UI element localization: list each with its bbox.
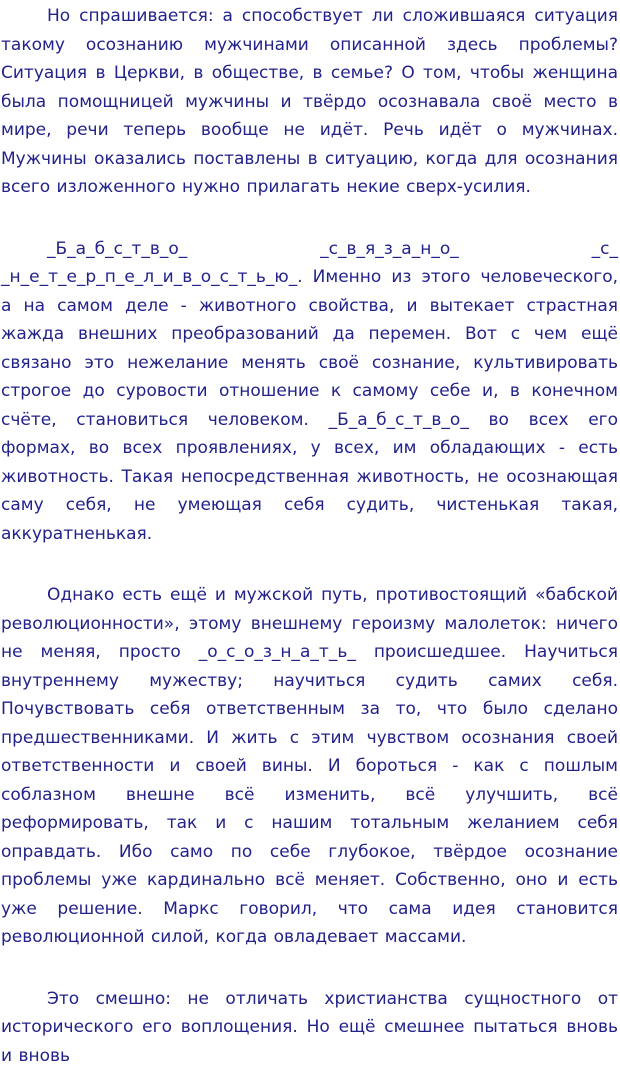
paragraph-2: _Б_а_б_с_т_в_о_ _с_в_я_з_а_н_о_ _с_ _н_е_т_е_р_п_е_л_и_в_о_с_т_ь_ю_. Именно из этого человеческого, а на самом деле - животного свойства, и вытекает страстная жажда внешних преобразований да перемен. Вот с чем ещё связано это нежелание менять своё сознание, культивировать строгое до суровости отношение к самому себе и, в конечном счёте, становиться человеком. _Б_а_б_с_т_в_о_ во всех его формах, во всех проявлениях, у всех, им обладающих - есть животность. Такая непосредственная животность, не осознающая саму себя, не умеющая себя судить, чистенькая такая, аккуратненькая. <box>1 235 618 549</box>
paragraph-4: Это смешно: не отличать христианства сущностного от исторического его воплощения. Но ещё смешнее пытаться вновь и вновь <box>1 985 618 1070</box>
paragraph-3: Однако есть ещё и мужской путь, противостоящий «бабской революционности», этому внешнему героизму малолеток: ничего не меняя, просто _о_с_о_з_н_а_т_ь_ происшедшее. Научиться внутреннему мужеству; научиться судить самих себя. Почувствовать себя ответственным за то, что было сделано предшественниками. И жить с этим чувством осознания своей ответственности и своей вины. И бороться - как с пошлым соблазном внешне всё изменить, всё улучшить, всё реформировать, так и с нашим тотальным желанием себя оправдать. Ибо само по себе глубокое, твёрдое осознание проблемы уже кардинально всё меняет. Собственно, оно и есть уже решение. Маркс говорил, что сама идея становится революционной силой, когда овладевает массами. <box>1 581 618 952</box>
paragraph-1: Но спрашивается: а способствует ли сложившаяся ситуация такому осознанию мужчинами описанной здесь проблемы? Ситуация в Церкви, в обществе, в семье? О том, чтобы женщина была помощницей мужчины и твёрдо осознавала своё место в мире, речи теперь вообще не идёт. Речь идёт о мужчинах. Мужчины оказались поставлены в ситуацию, когда для осознания всего изложенного нужно прилагать некие сверх-усилия. <box>1 2 618 202</box>
